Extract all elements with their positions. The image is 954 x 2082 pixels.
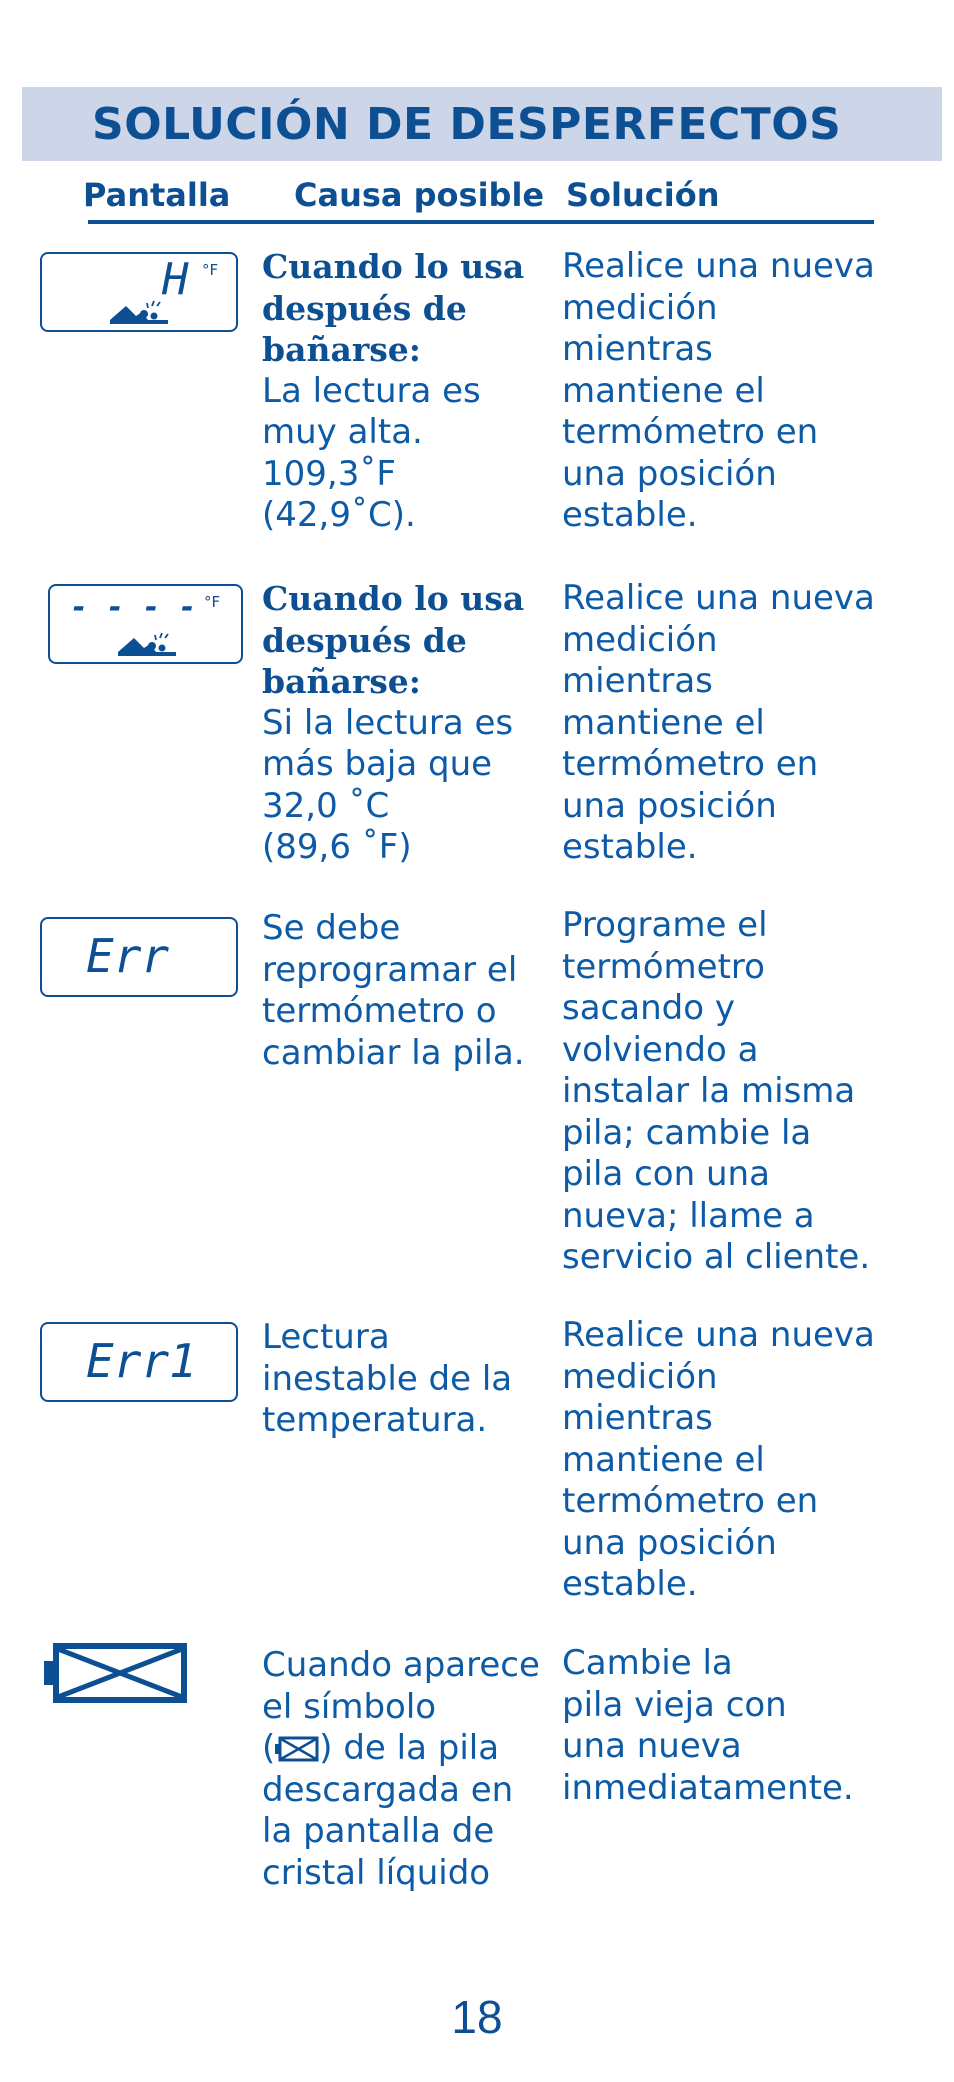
lcd-readout: Err	[86, 929, 170, 983]
cause-line: Se debe	[262, 908, 401, 948]
solution-cell	[562, 1643, 932, 1809]
cause-cell	[262, 1317, 552, 1442]
lcd-unit: °F	[202, 261, 219, 279]
solution-line: medición	[562, 619, 718, 660]
solution-line: termómetro en	[562, 412, 819, 452]
cause-line: más baja que	[262, 744, 493, 784]
solution-cell	[562, 1315, 932, 1606]
cause-line: inestable de la	[262, 1358, 513, 1399]
solution-line: mantiene el	[562, 370, 765, 411]
cause-line: 109,3˚F	[262, 453, 396, 494]
solution-line: mantiene el	[562, 702, 765, 743]
cause-line-with-icon	[262, 1728, 562, 1770]
solution-line: una nueva	[562, 1726, 742, 1766]
cause-cell	[262, 908, 552, 1074]
lcd-display-low	[48, 584, 243, 664]
page-number: 18	[451, 1991, 503, 2043]
solution-line: estable.	[562, 827, 698, 867]
solution-line: inmediatamente.	[562, 1767, 854, 1808]
lcd-unit: °F	[204, 593, 221, 611]
cause-line: (42,9˚C).	[262, 495, 416, 535]
cause-line: cambiar la pila.	[262, 1032, 525, 1073]
cause-cell	[262, 578, 552, 869]
solution-line: sacando y	[562, 988, 735, 1028]
baby-bath-icon	[116, 630, 180, 658]
cause-bold-line: después de	[262, 288, 467, 328]
solution-line: pila vieja con	[562, 1684, 787, 1725]
cause-line: descargada en	[262, 1769, 514, 1810]
solution-line: Cambie la	[562, 1643, 733, 1683]
solution-line: volviendo a	[562, 1029, 759, 1070]
cause-cell	[262, 246, 552, 537]
cause-cell	[262, 1645, 562, 1894]
solution-line: Programe el	[562, 905, 768, 945]
low-battery-inline-icon	[275, 1736, 319, 1762]
lcd-readout: Err1	[86, 1334, 197, 1388]
solution-line: Realice una nueva	[562, 246, 875, 286]
solution-line: mientras	[562, 1398, 713, 1438]
column-header-display: Pantalla	[83, 176, 231, 214]
solution-line: servicio al cliente.	[562, 1237, 871, 1277]
cause-text: ) de la pila	[319, 1728, 500, 1768]
cause-line: reprogramar el	[262, 949, 518, 990]
solution-line: medición	[562, 1356, 718, 1397]
solution-line: estable.	[562, 495, 698, 535]
open-paren: (	[262, 1728, 276, 1768]
solution-line: pila; cambie la	[562, 1112, 812, 1153]
cause-bold-line: Cuando lo usa	[262, 247, 525, 286]
solution-line: Realice una nueva	[562, 1315, 875, 1355]
solution-cell	[562, 578, 932, 869]
header-divider	[88, 220, 874, 224]
solution-line: mientras	[562, 661, 713, 701]
cause-line: el símbolo	[262, 1686, 437, 1727]
column-header-solution: Solución	[566, 176, 720, 214]
cause-line: La lectura es	[262, 370, 481, 411]
cause-line: cristal líquido	[262, 1852, 491, 1893]
cause-line: temperatura.	[262, 1400, 488, 1440]
solution-line: una posición	[562, 453, 777, 494]
solution-line: medición	[562, 287, 718, 328]
lcd-readout: - - - -	[70, 590, 197, 625]
cause-line: termómetro o	[262, 991, 497, 1031]
cause-line: muy alta.	[262, 412, 423, 452]
cause-line: la pantalla de	[262, 1811, 495, 1851]
solution-line: Realice una nueva	[562, 578, 875, 618]
low-battery-icon	[44, 1643, 188, 1703]
cause-bold-line: bañarse:	[262, 330, 421, 369]
solution-line: una posición	[562, 785, 777, 826]
cause-bold-line: Cuando lo usa	[262, 579, 525, 618]
solution-line: instalar la misma	[562, 1071, 856, 1111]
lcd-readout: H	[162, 254, 189, 305]
solution-line: termómetro en	[562, 744, 819, 784]
solution-line: pila con una	[562, 1154, 770, 1194]
cause-bold-line: bañarse:	[262, 662, 421, 701]
solution-line: termómetro	[562, 946, 765, 987]
cause-line: 32,0 ˚C	[262, 785, 390, 826]
cause-line: Cuando aparece	[262, 1645, 540, 1685]
solution-line: nueva; llame a	[562, 1195, 815, 1236]
cause-line: (89,6 ˚F)	[262, 827, 412, 867]
cause-line: Lectura	[262, 1317, 390, 1357]
cause-line: Si la lectura es	[262, 702, 514, 743]
solution-cell	[562, 246, 932, 537]
lcd-display-high	[40, 252, 238, 332]
cause-bold-line: después de	[262, 620, 467, 660]
solution-line: una posición	[562, 1522, 777, 1563]
lcd-display-err1	[40, 1322, 238, 1402]
column-header-cause: Causa posible	[294, 176, 545, 214]
baby-bath-icon	[108, 298, 172, 326]
solution-line: mientras	[562, 329, 713, 369]
title-band	[22, 87, 942, 161]
solution-line: termómetro en	[562, 1481, 819, 1521]
solution-line: estable.	[562, 1564, 698, 1604]
page-title: SOLUCIÓN DE DESPERFECTOS	[92, 99, 842, 150]
lcd-display-err	[40, 917, 238, 997]
solution-cell	[562, 905, 932, 1279]
solution-line: mantiene el	[562, 1439, 765, 1480]
